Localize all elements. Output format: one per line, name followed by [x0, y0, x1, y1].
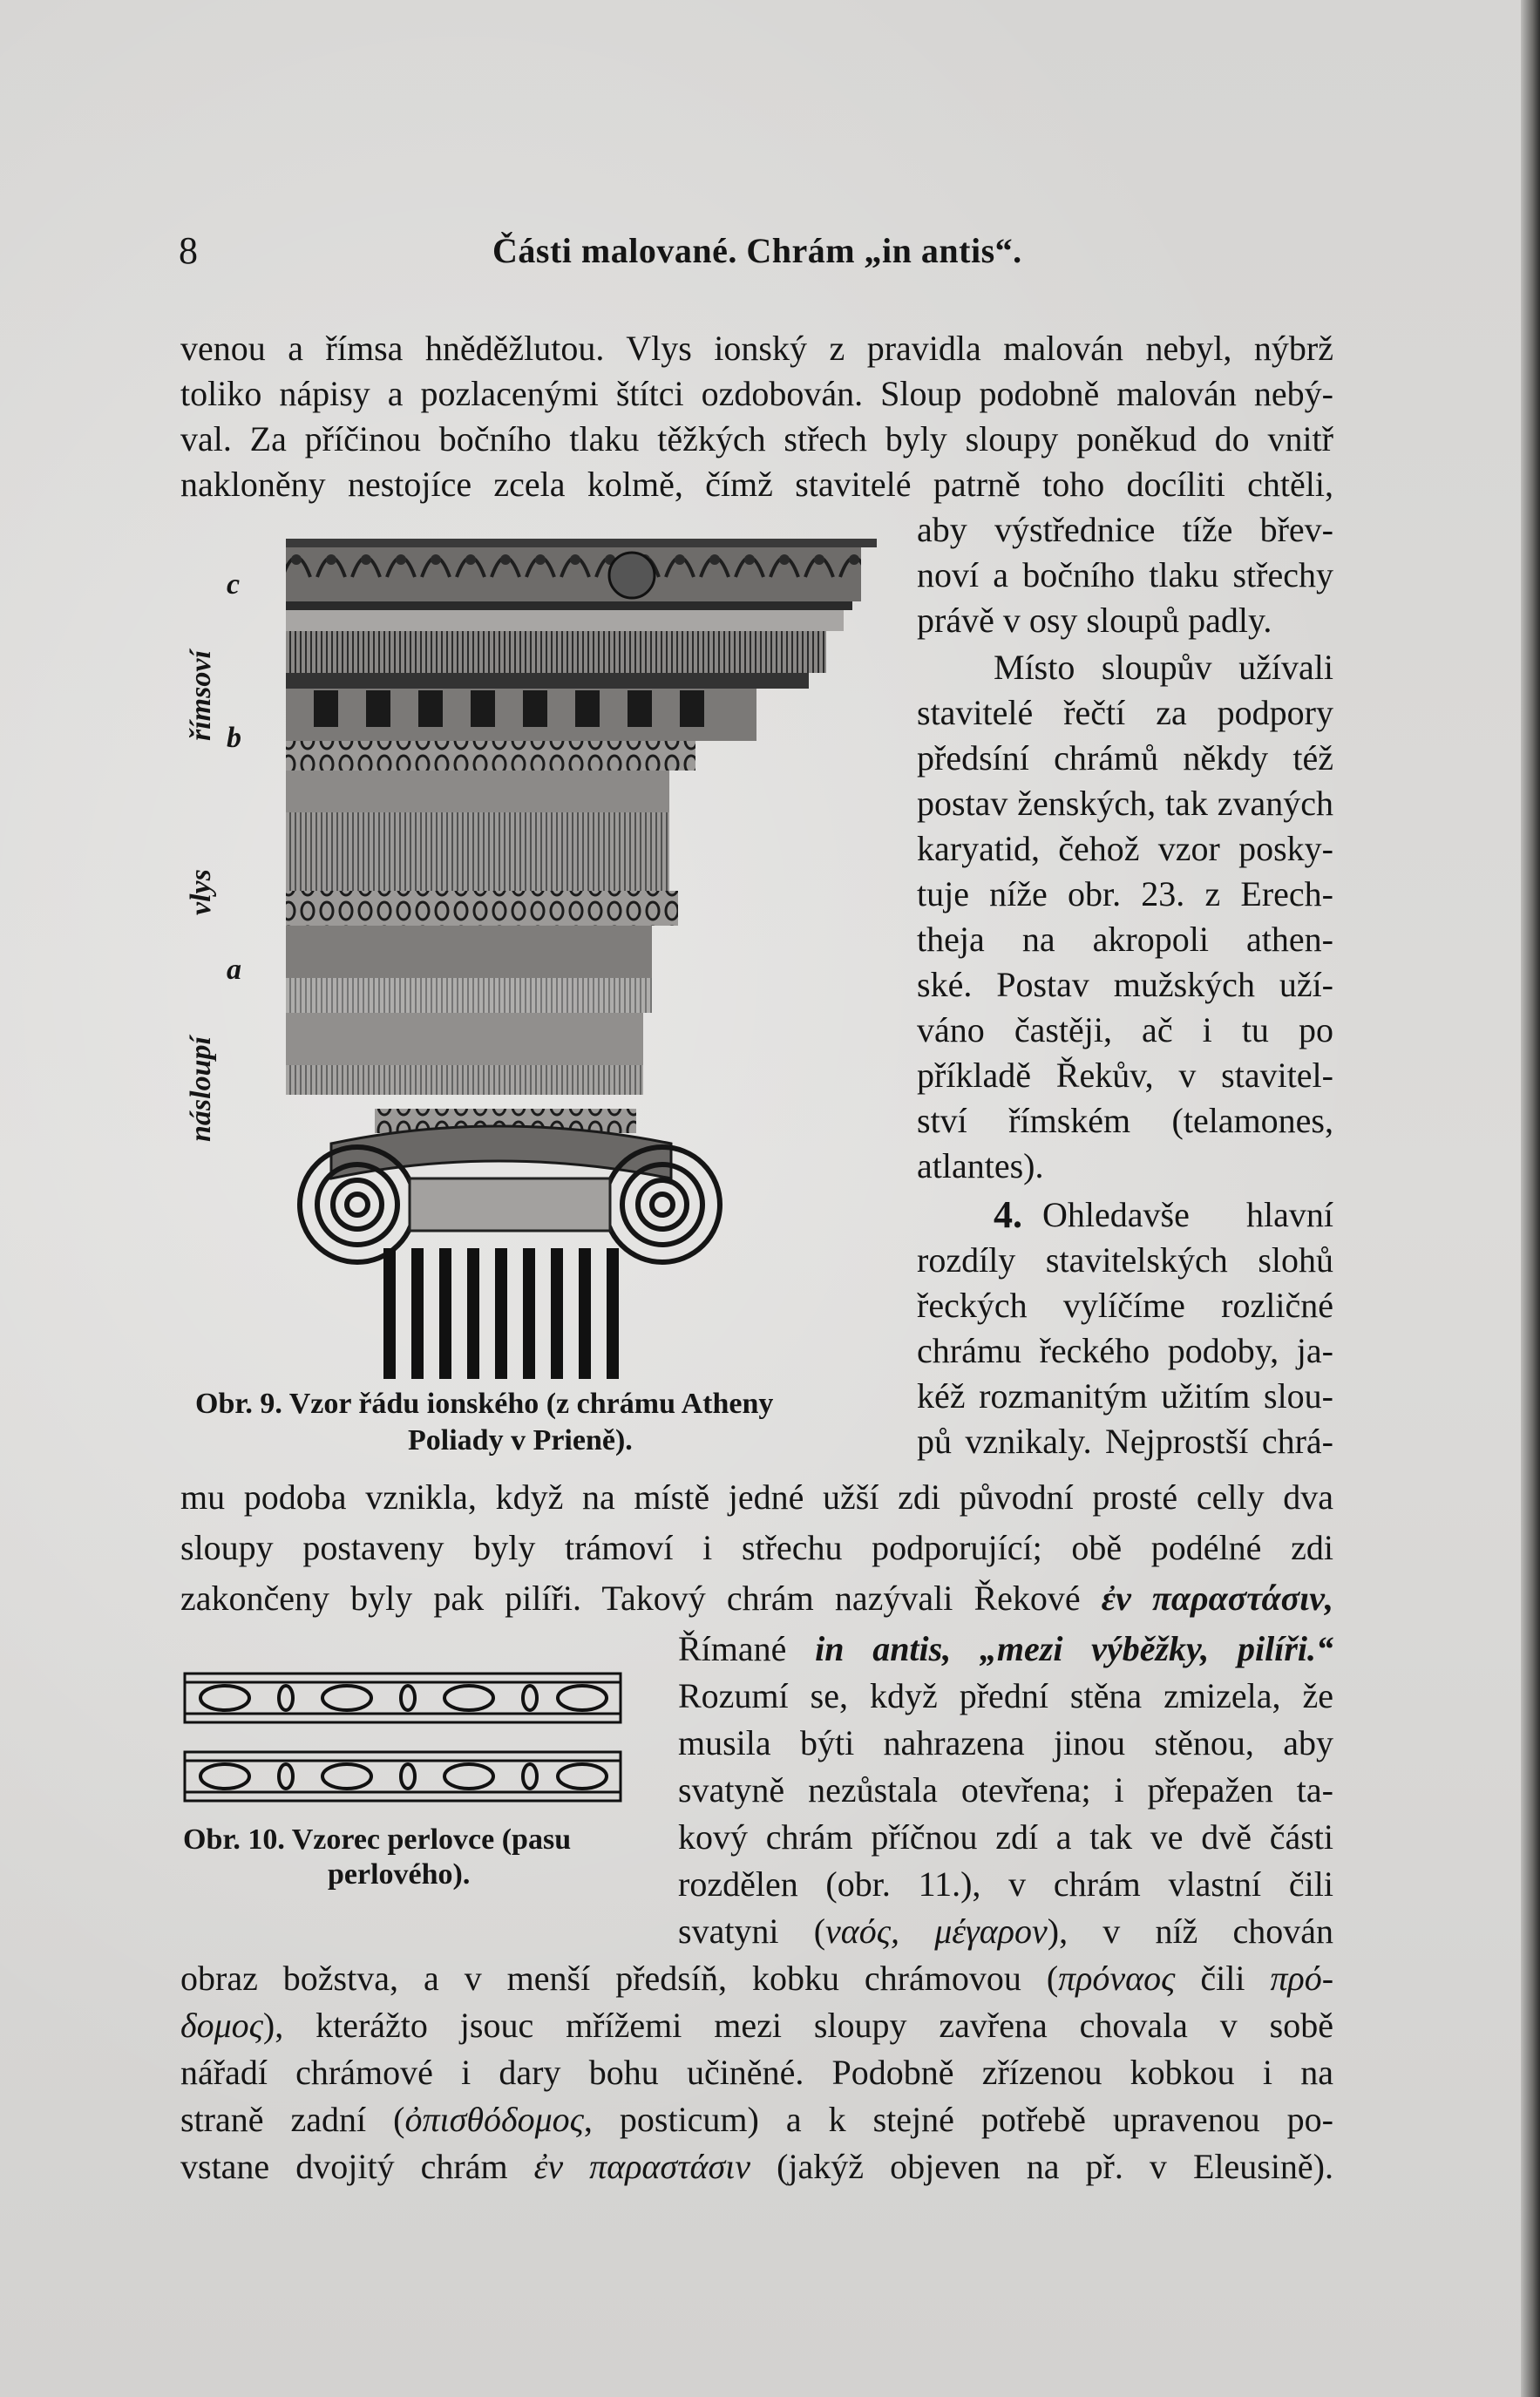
greek-term: πρό- [1270, 1959, 1334, 1998]
text-line: pů vznikaly. Nejprostší chrá- [917, 1422, 1333, 1461]
greek-term: ἐν παραστάσιν, [1101, 1579, 1334, 1618]
text-line: karyatid, čehož vzor posky- [917, 829, 1333, 868]
text-span: vstane dvojitý chrám [180, 2147, 534, 2186]
text-line: rozdíly stavitelských slohů [917, 1240, 1333, 1280]
text-line: Rozumí se, když přední stěna zmizela, že [678, 1676, 1333, 1715]
text-line: ství římském (telamones, [917, 1101, 1333, 1140]
text-line [678, 1911, 1333, 1951]
text-line: postav ženských, tak zvaných [917, 784, 1333, 823]
letter-a: a [227, 954, 241, 986]
text-line [180, 2102, 1333, 2137]
text-line: kový chrám příčnou zdí a tak ve dvě části [678, 1817, 1333, 1857]
text-line: mu podoba vznikla, když na místě jedné užší zdi původní prosté celly dva [180, 1477, 1333, 1517]
latin-term: in antis, „mezi výběžky, pilíři.“ [815, 1629, 1333, 1668]
text-line: nářadí chrámové i dary bohu učiněné. Podobně zřízenou kobkou i na [180, 2053, 1333, 2092]
greek-term: ἐν παραστάσιν [533, 2147, 751, 2186]
page-number: 8 [179, 229, 198, 272]
text-line: theja na akropoli athen- [917, 920, 1333, 959]
text-span: čili [1175, 1959, 1271, 1998]
greek-term: πρόναος [1058, 1959, 1176, 1998]
text-span: (jakýž objeven na př. v Eleusině). [750, 2147, 1334, 2186]
text-span: straně zadní ( [180, 2100, 405, 2139]
text-line: chrámu řeckého podoby, ja- [917, 1331, 1333, 1370]
text-line: atlantes). [917, 1146, 1044, 1185]
text-line: stavitelé řečtí za podpory [917, 693, 1333, 732]
text-line: toliko nápisy a pozlacenými štítci ozdobován. Sloup podobně malován nebý- [180, 374, 1333, 413]
text-line: právě v osy sloupů padly. [917, 601, 1272, 640]
greek-term: δομος [180, 2006, 263, 2045]
label-rimsovi: římsoví [185, 650, 217, 741]
letter-c: c [227, 568, 241, 601]
greek-term: ὀπισθόδομος [404, 2100, 584, 2139]
text-span: svatyni ( [678, 1911, 826, 1951]
figure10-caption-line1: Obr. 10. Vzorec perlovce (pasu [183, 1823, 572, 1856]
text-line: venou a římsa hněděžlutou. Vlys ionský z pravidla malován nebyl, nýbrž [180, 329, 1333, 368]
text-line: Ohledavše hlavní [1042, 1195, 1333, 1234]
text-line [180, 1961, 1333, 1996]
ionic-order-illustration [279, 533, 880, 1379]
text-span: zakončeny byly pak pilíři. Takový chrám nazývali Řekové [180, 1579, 1081, 1618]
text-line [180, 2149, 1333, 2184]
figure9-caption-line1: Obr. 9. Vzor řádu ionského (z chrámu Atheny [195, 1388, 774, 1420]
text-line: tuje níže obr. 23. z Erech- [917, 874, 1333, 913]
page-binding-edge [1521, 0, 1540, 2397]
figure10-caption-line2: perlového). [328, 1858, 471, 1891]
section-number: 4. [994, 1193, 1022, 1236]
text-line: musila býti nahrazena jinou stěnou, aby [678, 1723, 1333, 1762]
text-line: nakloněny nestojíce zcela kolmě, čímž stavitelé patrně toho docíliti chtěli, [180, 465, 1333, 504]
greek-term: ναός, μέγαρον [825, 1911, 1048, 1951]
text-span: ), kterážto jsouc mřížemi mezi sloupy zavřena chovala v sobě [262, 2006, 1333, 2045]
figure9-caption-line2: Poliady v Prieně). [408, 1424, 633, 1457]
text-span: obraz božstva, a v menší předsíň, kobku chrámovou ( [180, 1959, 1059, 1998]
text-line [678, 1629, 1333, 1668]
text-line: aby výstřednice tíže břev- [917, 510, 1333, 549]
text-line: váno častěji, ač i tu po [917, 1010, 1333, 1049]
label-nasloupi: násloupí [185, 1036, 217, 1142]
text-line: sloupy postaveny byly trámoví i střechu podporující; obě podélné zdi [180, 1528, 1333, 1567]
text-span: ), v níž chován [1047, 1911, 1333, 1951]
text-line: rozdělen (obr. 11.), v chrám vlastní čili [678, 1864, 1333, 1904]
text-line [180, 1581, 1333, 1616]
text-line: předsíní chrámů někdy též [917, 738, 1333, 777]
letter-b: b [227, 722, 241, 754]
text-line: řeckých vylíčíme rozličné [917, 1286, 1333, 1325]
text-line: příkladě Řekův, v stavitel- [917, 1056, 1333, 1095]
text-line: val. Za příčinou bočního tlaku těžkých střech byly sloupy poněkud do vnitř [180, 419, 1333, 458]
text-line: Místo sloupův užívali [994, 648, 1333, 687]
text-line: ské. Postav mužských uží- [917, 965, 1333, 1004]
bead-and-reel-illustration [181, 1667, 628, 1806]
running-head: Části malované. Chrám „in antis“. [492, 231, 1022, 270]
label-vlys: vlys [185, 869, 217, 915]
text-line: svatyně nezůstala otevřena; i přepažen ta- [678, 1770, 1333, 1810]
text-span: , posticum) a k stejné potřebě upravenou po- [583, 2100, 1334, 2139]
text-line: noví a bočního tlaku střechy [917, 555, 1333, 594]
text-line [180, 2008, 1333, 2043]
text-line: kéž rozmanitým užitím slou- [917, 1376, 1333, 1416]
text-span: Římané [678, 1629, 787, 1668]
